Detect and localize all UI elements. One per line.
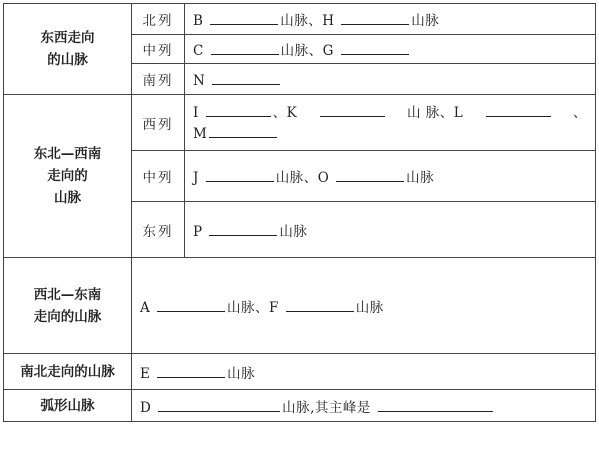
label-letter: B — [193, 13, 204, 29]
fill-blank[interactable] — [206, 102, 271, 117]
row-content-ew-north — [185, 4, 596, 35]
category-east-west — [4, 4, 132, 95]
fill-blank[interactable] — [158, 397, 280, 412]
text-segment: 山脉 — [411, 13, 440, 29]
text-segment: 山脉、H — [280, 13, 335, 29]
sub-label-north: 北列 — [132, 4, 185, 35]
fill-blank[interactable] — [341, 40, 409, 55]
fill-blank[interactable] — [209, 123, 277, 138]
text-segment: 山脉 — [227, 365, 256, 382]
segment-i — [193, 102, 297, 123]
label-letter: M — [193, 125, 208, 142]
label-letter: E — [140, 365, 151, 382]
category-label: 西北—东南 走向的山脉 — [33, 286, 102, 325]
row-content-arc — [132, 390, 596, 422]
fill-blank[interactable] — [378, 397, 493, 412]
label-letter: C — [193, 43, 204, 59]
fill-blank[interactable] — [210, 10, 278, 25]
category-label: 东西走向 的山脉 — [40, 30, 95, 68]
row-content-ew-middle — [185, 35, 596, 64]
sub-label-west: 西列 — [132, 95, 185, 151]
category-arc — [4, 390, 132, 422]
fill-blank[interactable] — [211, 40, 279, 55]
category-label: 东北—西南 走向的 山脉 — [33, 146, 102, 206]
text-segment: 山脉、O — [275, 170, 330, 186]
text-segment: 、K — [272, 104, 298, 121]
fill-blank[interactable] — [336, 167, 404, 182]
fill-blank[interactable] — [157, 297, 225, 312]
table-row — [4, 95, 596, 151]
category-northwest-southeast — [4, 258, 132, 354]
row-content-nesw-west — [185, 95, 596, 151]
fill-blank[interactable] — [320, 102, 385, 117]
table-row — [4, 390, 596, 422]
table-row — [4, 354, 596, 390]
text-segment: 山脉,其主峰是 — [282, 399, 371, 416]
row-content-nesw-middle — [185, 151, 596, 202]
label-letter: I — [193, 104, 199, 121]
text-segment: 、 — [573, 104, 587, 121]
category-label: 弧形山脉 — [40, 397, 95, 414]
label-letter: P — [193, 223, 203, 240]
category-northeast-southwest — [4, 95, 132, 258]
table-row — [4, 258, 596, 354]
fill-blank[interactable] — [286, 297, 354, 312]
category-north-south — [4, 354, 132, 390]
label-letter: N — [193, 72, 206, 89]
fill-blank[interactable] — [486, 102, 551, 117]
sub-label-middle: 中列 — [132, 35, 185, 64]
fill-blank[interactable] — [212, 70, 280, 85]
row-content-ew-south — [185, 64, 596, 95]
sub-label-east: 东列 — [132, 202, 185, 258]
fill-blank[interactable] — [209, 221, 277, 236]
row-content-nwse — [132, 258, 596, 354]
text-segment: 山脉、F — [227, 299, 279, 316]
text-segment: 山脉、G — [280, 43, 334, 59]
label-letter: A — [140, 299, 151, 316]
text-segment: 山脉 — [355, 299, 384, 316]
fill-blank[interactable] — [341, 10, 409, 25]
line-2 — [193, 123, 587, 144]
mountain-range-table — [3, 3, 596, 422]
row-content-ns — [132, 354, 596, 390]
text-segment: 山脉 — [279, 223, 308, 240]
sub-label-middle: 中列 — [132, 151, 185, 202]
category-label: 南北走向的山脉 — [20, 363, 115, 380]
text-segment: 山 脉、L — [406, 104, 464, 121]
sub-label-south: 南列 — [132, 64, 185, 95]
fill-blank[interactable] — [157, 363, 225, 378]
table-row — [4, 4, 596, 35]
fill-blank[interactable] — [206, 167, 274, 182]
line-1 — [193, 102, 587, 123]
label-letter: D — [140, 399, 152, 416]
row-content-nesw-east — [185, 202, 596, 258]
label-letter: J — [193, 170, 199, 186]
text-segment: 山脉 — [406, 170, 435, 186]
